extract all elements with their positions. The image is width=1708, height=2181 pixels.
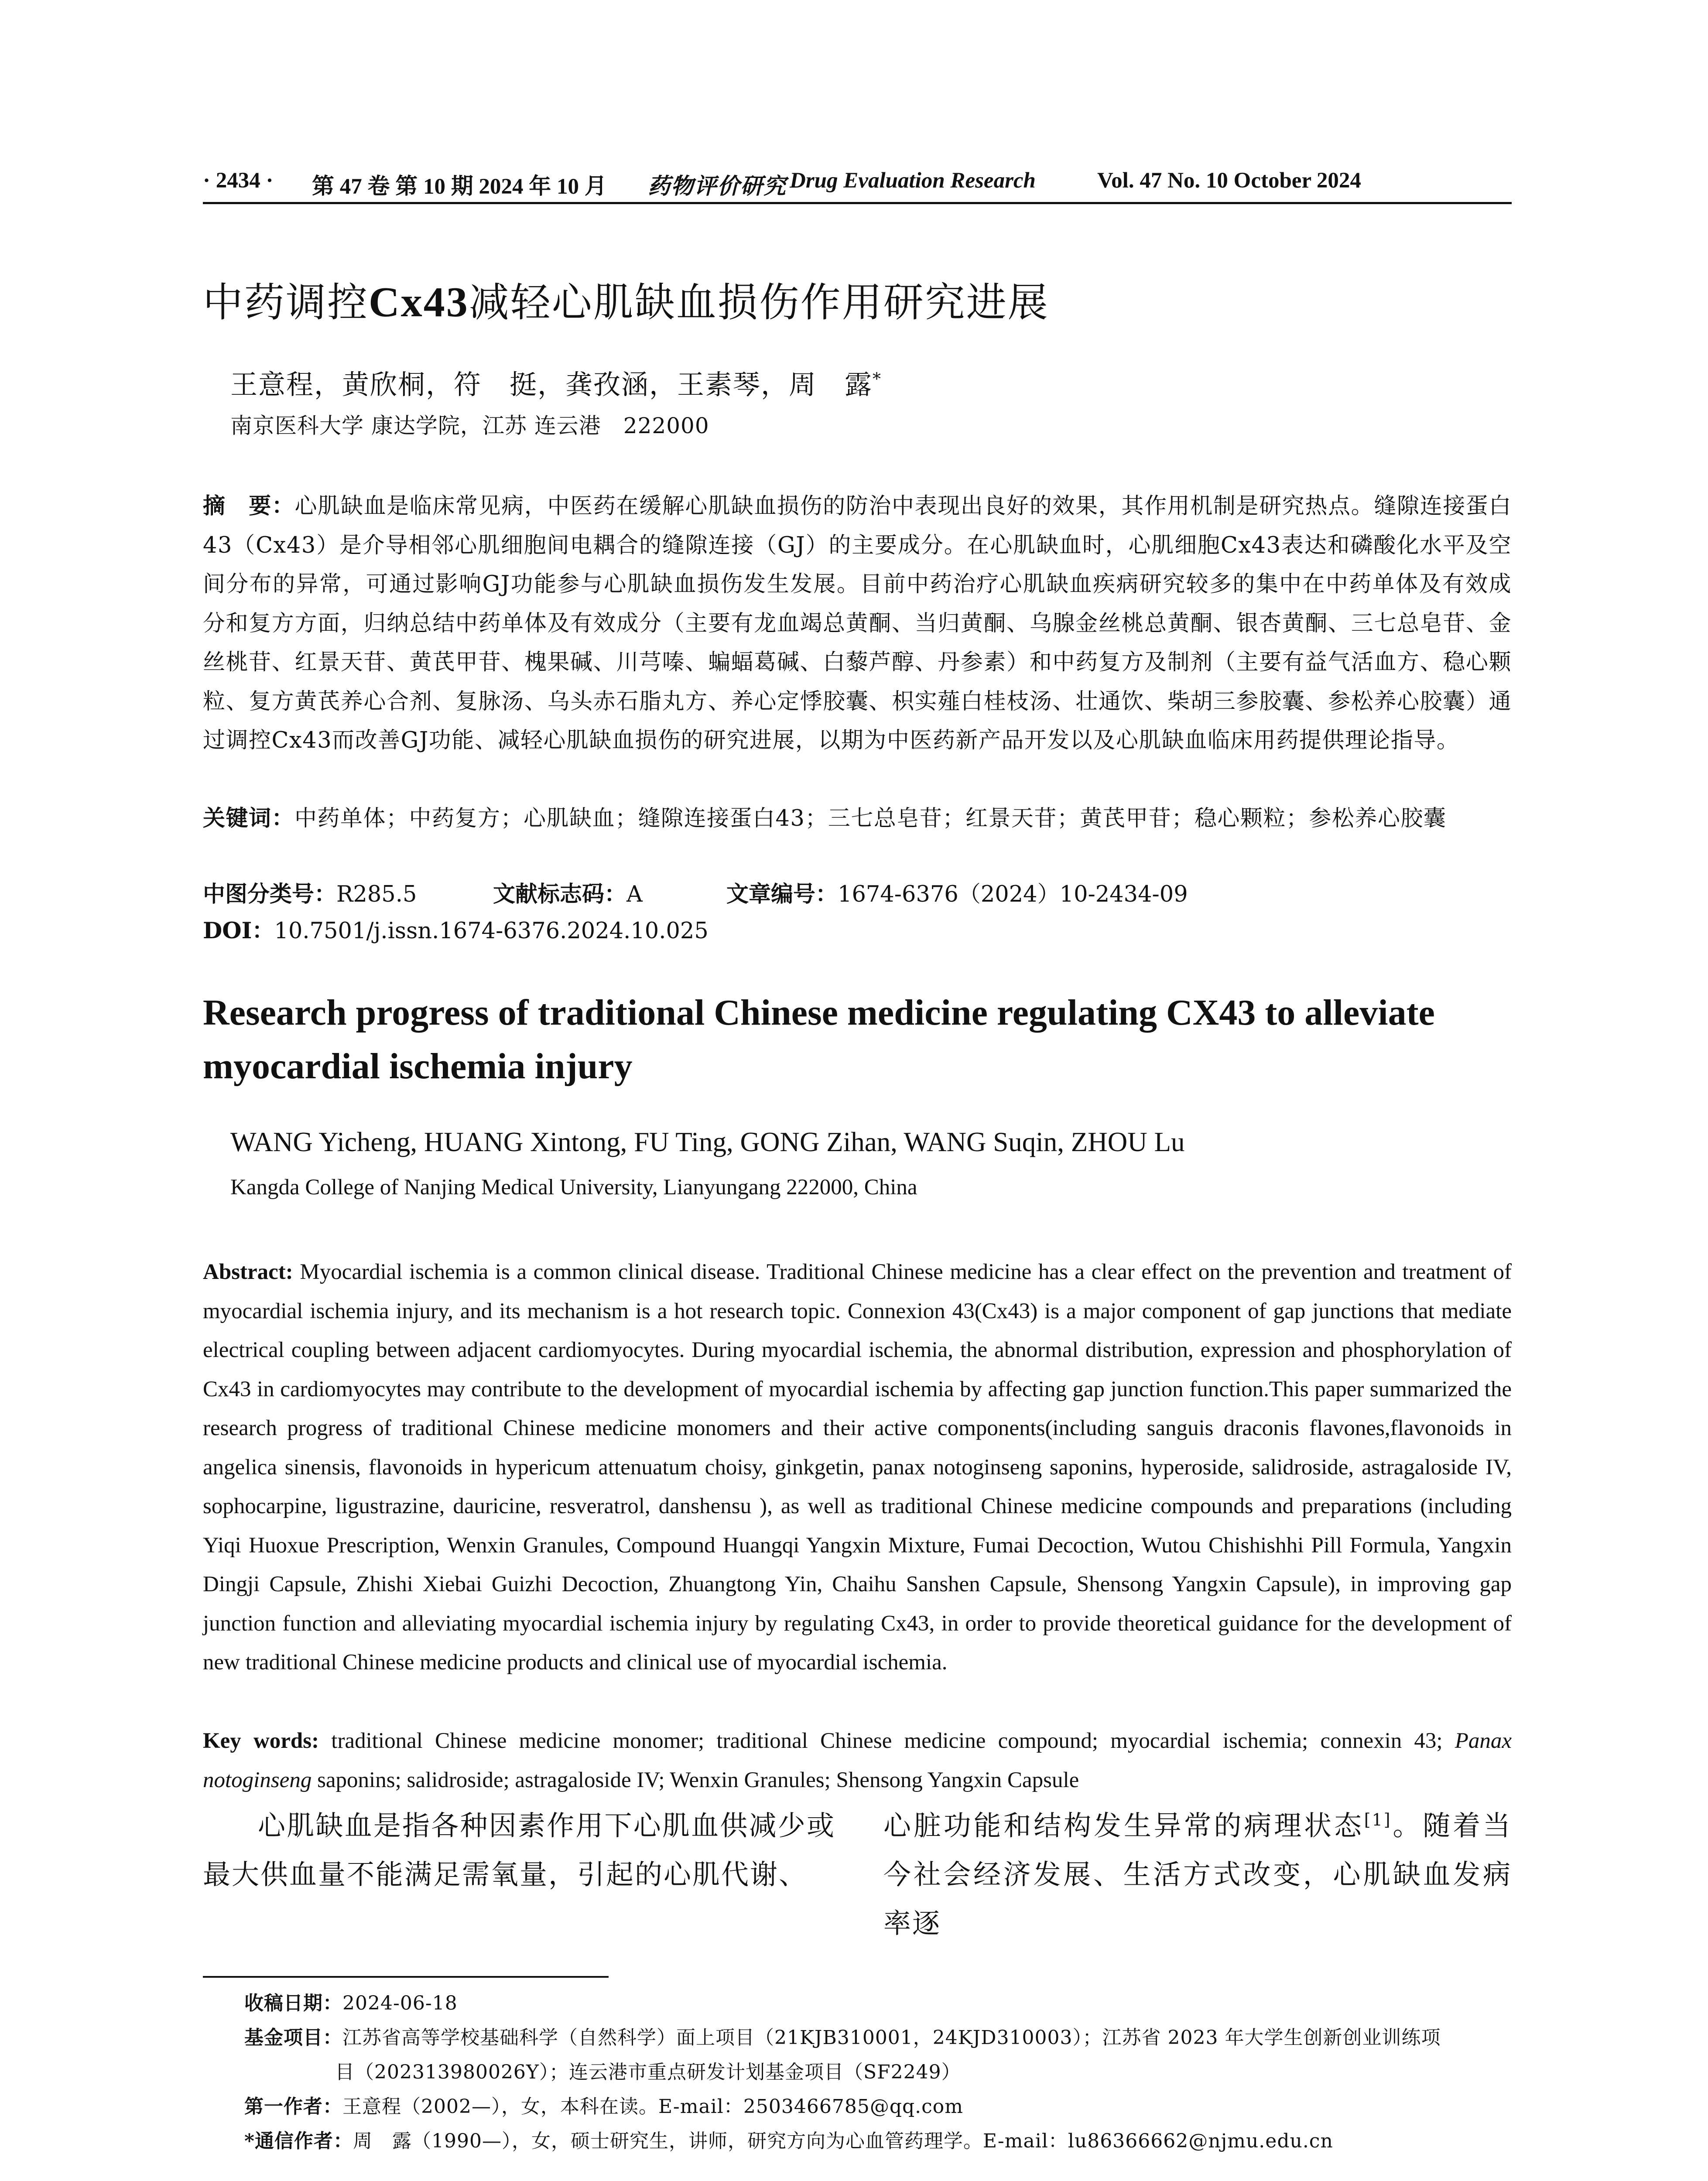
- affiliation-cn: 南京医科大学 康达学院，江苏 连云港 222000: [230, 413, 709, 438]
- citation-ref[interactable]: [1]: [1364, 1810, 1392, 1829]
- footnote-fund: 基金项目：江苏省高等学校基础科学（自然科学）面上项目（21KJB310001，24KJD310003）；江苏省 2023 年大学生创新创业训练项: [244, 2027, 1441, 2049]
- doi-line: DOI：10.7501/j.issn.1674-6376.2024.10.025: [203, 918, 709, 944]
- affiliation-en: Kangda College of Nanjing Medical University, Lianyungang 222000, China: [230, 1175, 917, 1200]
- abstract-en-label: Abstract:: [203, 1260, 293, 1284]
- footnote-rule: [203, 1976, 609, 1978]
- volume-issue-cn: 第 47 卷 第 10 期 2024 年 10 月: [312, 174, 607, 199]
- clc-number: 中图分类号：R285.5: [203, 881, 417, 907]
- page-number: · 2434 ·: [203, 168, 274, 193]
- title-cn: 中药调控Cx43减轻心肌缺血损伤作用研究进展: [203, 279, 1049, 326]
- abstract-cn: [203, 487, 1512, 760]
- classification-line: [203, 876, 1512, 906]
- doi-link[interactable]: 10.7501/j.issn.1674-6376.2024.10.025: [274, 918, 709, 944]
- authors-cn: 王意程，黄欣桐，符 挺，龚孜涵，王素琴，周 露*: [230, 369, 882, 400]
- keywords-cn-label: 关键词：: [203, 805, 295, 831]
- footnote-first-author: 第一作者：王意程（2002—），女，本科在读。E-mail：2503466785@qq.com: [244, 2096, 963, 2118]
- keywords-cn: [203, 799, 1512, 838]
- footnotes: [244, 1986, 1512, 2158]
- journal-name-en: Drug Evaluation Research: [790, 168, 1036, 193]
- abstract-en: [203, 1253, 1512, 1682]
- keywords-cn-text: 中药单体；中药复方；心肌缺血；缝隙连接蛋白43；三七总皂苷；红景天苷；黄芪甲苷；稳心颗粒；参松养心胶囊: [294, 806, 1447, 831]
- article-number: 文章编号：1674-6376（2024）10-2434-09: [726, 881, 1188, 907]
- abstract-en-text: Myocardial ischemia is a common clinical disease. Traditional Chinese medicine has a clear effect on the prevention and treatment of myocardial ischemia injury, and its mechanism is a hot research topic. Connexion 43(Cx43) is a major component of gap junctions that mediate electrical coupling between adjacent cardiomyocytes. During myocardial ischemia, the abnormal distribution, expression and phosphorylation of Cx43 in cardiomyocytes may contribute to the development of myocardial ischemia by affecting gap junction function.This paper summarized the research progress of traditional Chinese medicine monomers and their active components(including sanguis draconis flavones,flavonoids in angelica sinensis, flavonoids in hypericum attenuatum choisy, ginkgetin, panax notoginseng saponins, hyperoside, salidroside, astragaloside IV, sophocarpine, ligustrazine, dauricine, resveratrol, danshensu ), as well as traditional Chinese medicine compounds and preparations (including Yiqi Huoxue Prescription, Wenxin Granules, Compound Huangqi Yangxin Mixture, Fumai Decoction, Wutou Chishishhi Pill Formula, Yangxin Dingji Capsule, Zhishi Xiebai Guizhi Decoction, Zhuangtong Yin, Chaihu Sanshen Capsule, Shensong Yangxin Capsule), in improving gap junction function and alleviating myocardial ischemia injury by regulating Cx43, in order to provide theoretical guidance for the development of new traditional Chinese medicine products and clinical use of myocardial ischemia.: [203, 1260, 1512, 1675]
- journal-name-cn: 药物评价研究: [648, 173, 787, 199]
- authors-en: WANG Yicheng, HUANG Xintong, FU Ting, GONG Zihan, WANG Suqin, ZHOU Lu: [230, 1127, 1185, 1157]
- keywords-en: Key words: traditional Chinese medicine monomer; traditional Chinese medicine compound; myocardial ischemia; connexin 43; Panax notoginseng saponins; salidroside; astragaloside IV; Wenxin Granules; Shensong Yangxin Capsule: [203, 1729, 1512, 1792]
- body-column-right: 心脏功能和结构发生异常的病理状态[1]。随着当今社会经济发展、生活方式改变，心肌缺血发病率逐: [883, 1810, 1512, 1939]
- corresponding-mark: *: [873, 369, 882, 389]
- document-code: 文献标志码：A: [493, 881, 643, 907]
- running-header: [203, 168, 1512, 198]
- footnote-fund-cont: 目（202313980026Y）；连云港市重点研发计划基金项目（SF2249）: [335, 2061, 961, 2083]
- abstract-cn-text: 心肌缺血是临床常见病，中医药在缓解心肌缺血损伤的防治中表现出良好的效果，其作用机制是研究热点。缝隙连接蛋白43（Cx43）是介导相邻心肌细胞间电耦合的缝隙连接（GJ）的主要成分。在心肌缺血时，心肌细胞Cx43表达和磷酸化水平及空间分布的异常，可通过影响GJ功能参与心肌缺血损伤发生发展。目前中药治疗心肌缺血疾病研究较多的集中在中药单体及有效成分和复方方面，归纳总结中药单体及有效成分（主要有龙血竭总黄酮、当归黄酮、乌腺金丝桃总黄酮、银杏黄酮、三七总皂苷、金丝桃苷、红景天苷、黄芪甲苷、槐果碱、川芎嗪、蝙蝠葛碱、白藜芦醇、丹参素）和中药复方及制剂（主要有益气活血方、稳心颗粒、复方黄芪养心合剂、复脉汤、乌头赤石脂丸方、养心定悸胶囊、枳实薤白桂枝汤、壮通饮、柴胡三参胶囊、参松养心胶囊）通过调控Cx43而改善GJ功能、减轻心肌缺血损伤的研究进展，以期为中医药新产品开发以及心肌缺血临床用药提供理论指导。: [203, 493, 1512, 753]
- footnote-received: 收稿日期：2024-06-18: [244, 1992, 458, 2014]
- title-en: Research progress of traditional Chinese medicine regulating CX43 to alleviate myocardial ischemia injury: [203, 992, 1435, 1087]
- volume-issue-en: Vol. 47 No. 10 October 2024: [1097, 168, 1361, 193]
- footnote-corresponding: *通信作者：周 露（1990—），女，硕士研究生，讲师，研究方向为心血管药理学。E-mail：lu86366662@njmu.edu.cn: [244, 2130, 1333, 2152]
- keywords-en-label: Key words:: [203, 1729, 319, 1753]
- header-rule: [203, 202, 1512, 204]
- abstract-cn-label: 摘 要：: [203, 493, 295, 519]
- body-column-left: 心肌缺血是指各种因素作用下心肌血供减少或最大供血量不能满足需氧量，引起的心肌代谢、: [203, 1810, 835, 1890]
